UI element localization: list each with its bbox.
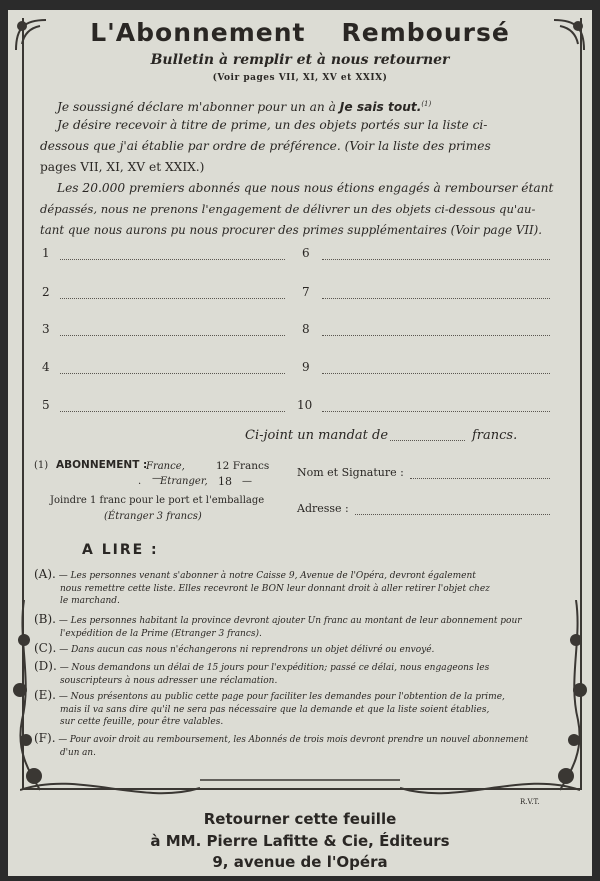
choice-field-3[interactable] (60, 335, 285, 336)
pages-reference: (Voir pages VII, XI, XV et XXIX) (212, 73, 388, 83)
choice-number: 3 (42, 322, 50, 336)
choice-field-7[interactable] (322, 298, 550, 299)
choice-field-4[interactable] (60, 373, 285, 374)
choice-field-1[interactable] (60, 259, 285, 260)
intro-line-5: Les 20.000 premiers abonnés que nous nous étions engagés à rembourser étant (57, 181, 554, 195)
intro-line-1: Je soussigné déclare m'abonner pour un an à Je sais tout.$^{(1)}$ (57, 100, 432, 115)
note-e: (E). — Nous présentons au public cette page pour faciliter les demandes pour l'obtention de la prime, mais il va sans dire qu'il ne sera pas nécessaire que la demande et que la liste soient établies, sur cette feuille, pour être valables. (34, 688, 505, 727)
intro-line-6: dépassés, nous ne prenons l'engagement de délivrer un des objets ci-dessous qu'au- (40, 202, 536, 216)
read-heading: A LIRE : (82, 542, 159, 558)
price-france-label: France, (146, 461, 185, 472)
price-etranger-dash: — (242, 476, 252, 487)
choice-number: 8 (302, 322, 310, 336)
signature-field[interactable] (410, 478, 550, 479)
footer-line-1: Retourner cette feuille (203, 810, 397, 828)
note-b: (B). — Les personnes habitant la province devront ajouter Un franc au montant de leur abonnement pour l'expédition de la Prime (Etranger 3 francs). (34, 612, 522, 639)
choice-field-5[interactable] (60, 411, 285, 412)
intro-line-4: pages VII, XI, XV et XXIX.) (40, 160, 205, 174)
price-etranger-label: Etranger, (160, 476, 208, 487)
mandat-label: Ci-joint un mandat de (245, 428, 389, 443)
choice-field-8[interactable] (322, 335, 550, 336)
address-label: Adresse : (297, 502, 349, 515)
choice-number: 9 (302, 360, 310, 374)
subscription-note-mark: (1) (34, 460, 49, 471)
choice-number: 10 (297, 398, 313, 412)
ribbon-ornament-bottom-icon (20, 770, 580, 810)
choice-number: 1 (42, 246, 50, 260)
note-d: (D). — Nous demandons un délai de 15 jours pour l'expédition; passé ce délai, nous engageons les souscripteurs à nous adresser une réclamation. (34, 659, 490, 686)
shipping-foreign-note: (Étranger 3 francs) (104, 511, 202, 522)
choice-number: 7 (302, 285, 310, 299)
choice-number: 4 (42, 360, 50, 374)
artist-mark: R.V.T. (520, 798, 540, 806)
note-a: (A). — Les personnes venant s'abonner à notre Caisse 9, Avenue de l'Opéra, devront également nous remettre cette liste. Elles recevront le BON leur donnant droit à aller retirer l'objet chez le marchand. (34, 567, 490, 606)
mandat-amount-field[interactable] (390, 440, 465, 441)
price-france-dash: — (152, 473, 162, 484)
subscription-label: ABONNEMENT : (56, 459, 148, 471)
choice-number: 2 (42, 285, 50, 299)
price-etranger: 18 (218, 475, 232, 488)
choice-field-6[interactable] (322, 259, 550, 260)
price-france: 12 Francs (216, 460, 270, 472)
choice-field-10[interactable] (322, 411, 550, 412)
shipping-note: Joindre 1 franc pour le port et l'emballage (50, 495, 265, 506)
choice-number: 6 (302, 246, 310, 260)
choice-field-9[interactable] (322, 373, 550, 374)
mandat-currency: francs. (472, 428, 518, 443)
footer-line-2: à MM. Pierre Lafitte & Cie, Éditeurs (150, 832, 450, 850)
page-subtitle: Bulletin à remplir et à nous retourner (150, 52, 450, 68)
choice-field-2[interactable] (60, 298, 285, 299)
intro-line-3: dessous que j'ai établie par ordre de préférence. (Voir la liste des primes (40, 139, 491, 153)
page-title: L'Abonnement Remboursé (90, 18, 510, 47)
signature-label: Nom et Signature : (297, 466, 404, 479)
address-field[interactable] (355, 514, 550, 515)
note-f: (F). — Pour avoir droit au remboursement, les Abonnés de trois mois devront prendre un nouvel abonnement d'un an. (34, 731, 529, 758)
intro-line-2: Je désire recevoir à titre de prime, un des objets portés sur la liste ci- (57, 118, 488, 132)
choice-number: 5 (42, 398, 50, 412)
footer-line-3: 9, avenue de l'Opéra (212, 853, 388, 871)
intro-line-7: tant que nous aurons pu nous procurer des primes supplémentaires (Voir page VII). (40, 223, 543, 237)
note-c: (C). — Dans aucun cas nous n'échangerons ni reprendrons un objet délivré ou envoyé. (34, 641, 435, 655)
price-etranger-dot: . (138, 476, 142, 487)
